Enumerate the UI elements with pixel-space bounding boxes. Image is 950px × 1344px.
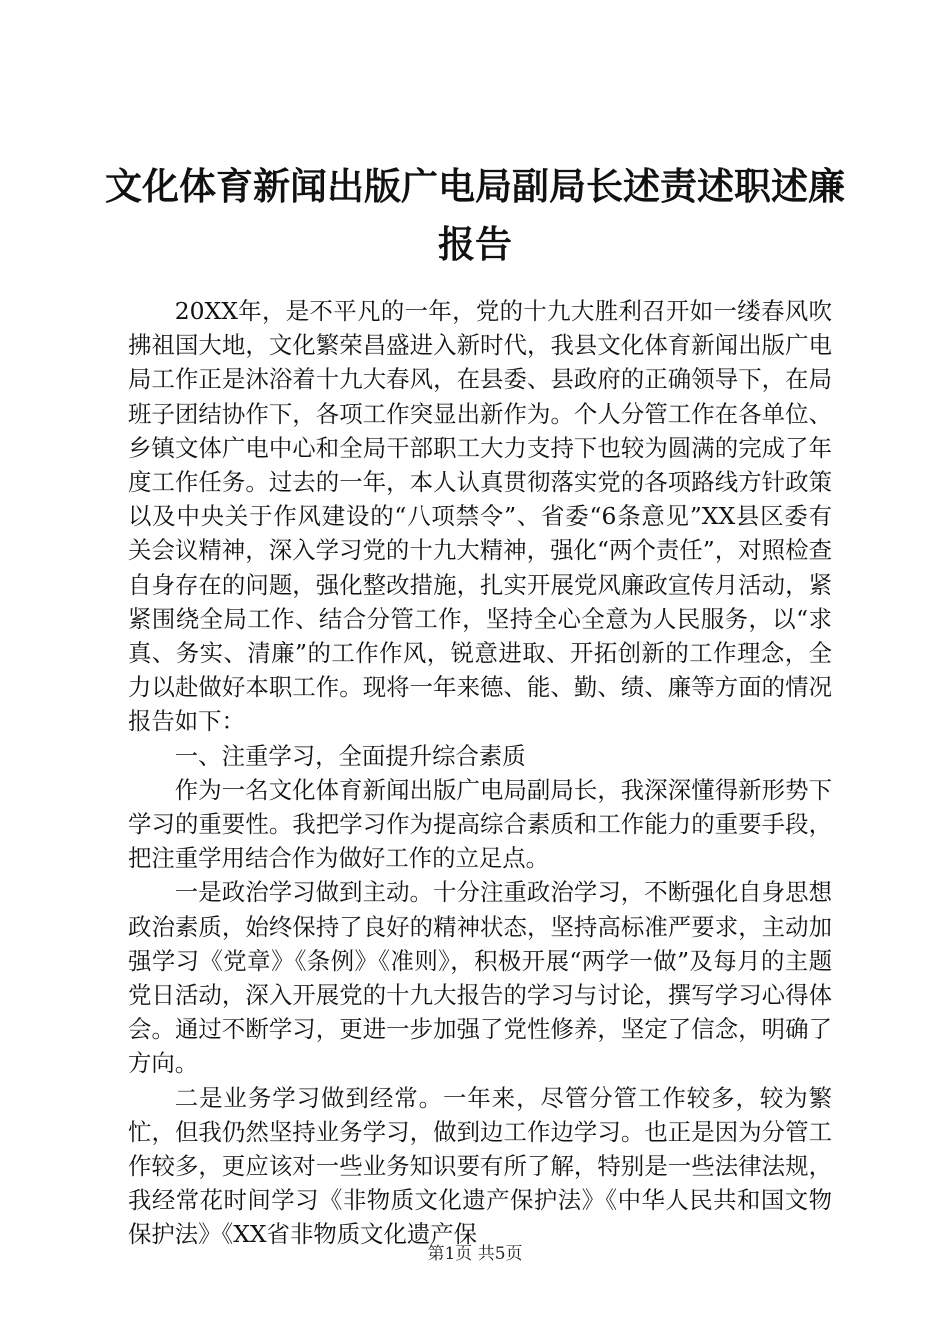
section-1-paragraph: 作为一名文化体育新闻出版广电局副局长，我深深懂得新形势下学习的重要性。我把学习作为提高综合素质和工作能力的重要手段，把注重学用结合作为做好工作的立足点。 xyxy=(128,775,832,873)
business-study-paragraph: 二是业务学习做到经常。一年来，尽管分管工作较多，较为繁忙，但我仍然坚持业务学习，做到边工作边学习。也正是因为分管工作较多，更应该对一些业务知识要有所了解，特别是一些法律法规，我经常花时间学习《非物质文化遗产保护法》《中华人民共和国文物保护法》《XX省非物质文化遗产保 xyxy=(128,1083,832,1249)
section-heading-1: 一、注重学习，全面提升综合素质 xyxy=(174,741,526,770)
title-line-1: 文化体育新闻出版广电局副局长述责述职述廉 xyxy=(105,165,845,208)
page-footer: 第1页 共5页 xyxy=(427,1244,523,1264)
intro-paragraph: 20XX年，是不平凡的一年，党的十九大胜利召开如一缕春风吹拂祖国大地，文化繁荣昌盛进入新时代，我县文化体育新闻出版广电局工作正是沐浴着十九大春风，在县委、县政府的正确领导下，在局班子团结协作下，各项工作突显出新作为。个人分管工作在各单位、乡镇文体广电中心和全局干部职工大力支持下也较为圆满的完成了年度工作任务。过去的一年，本人认真贯彻落实党的各项路线方针政策以及中央关于作风建设的“八项禁令”、省委“6条意见”XX县区委有关会议精神，深入学习党的十九大精神，强化“两个责任”，对照检查自身存在的问题，强化整改措施，扎实开展党风廉政宣传月活动，紧紧围绕全局工作、结合分管工作，坚持全心全意为人民服务，以“求真、务实、清廉”的工作作风，锐意进取、开拓创新的工作理念，全力以赴做好本职工作。现将一年来德、能、勤、绩、廉等方面的情况报告如下： xyxy=(128,297,832,736)
document-title xyxy=(0,158,950,274)
title-line-2: 报告 xyxy=(438,223,512,266)
document-body xyxy=(128,294,832,1252)
political-study-paragraph: 一是政治学习做到主动。十分注重政治学习，不断强化自身思想政治素质，始终保持了良好的精神状态，坚持高标准严要求，主动加强学习《党章》《条例》《准则》，积极开展“两学一做”及每月的主题党日活动，深入开展党的十九大报告的学习与讨论，撰写学习心得体会。通过不断学习，更进一步加强了党性修养，坚定了信念，明确了方向。 xyxy=(128,878,832,1078)
